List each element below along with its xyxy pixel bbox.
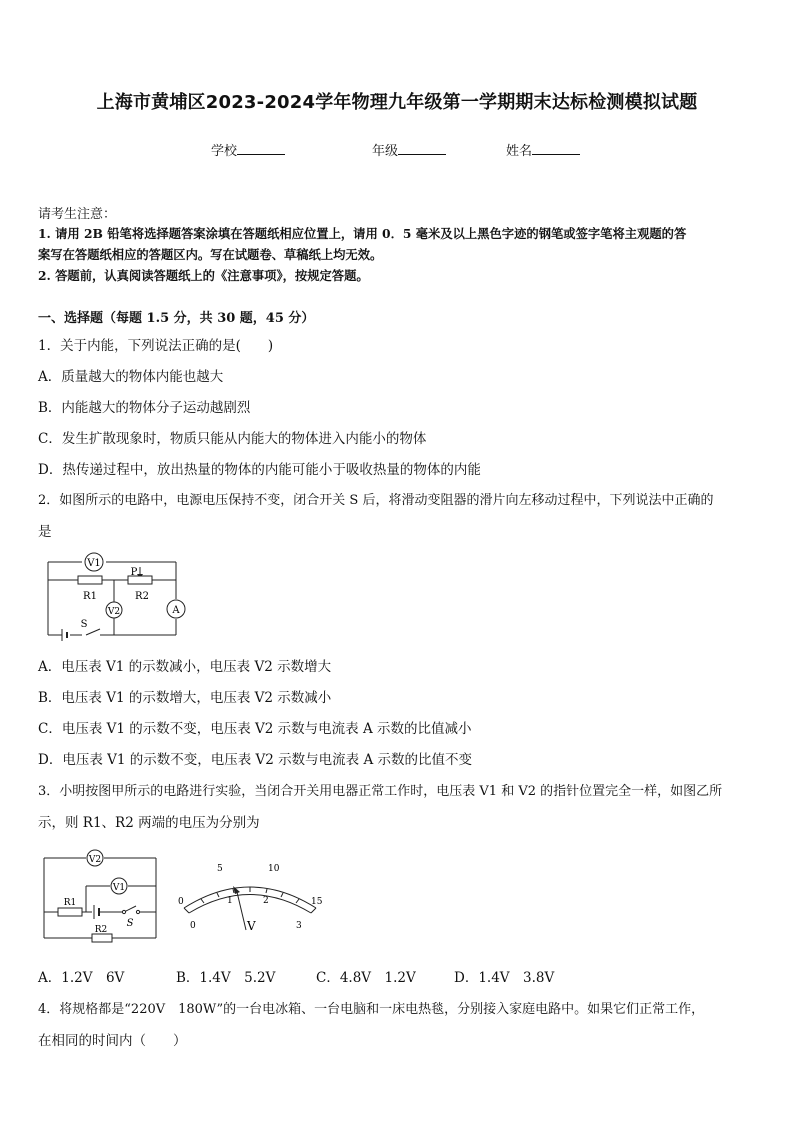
option-b: B．1.4V 5.2V [176,970,276,986]
question-stem: 1．关于内能，下列说法正确的是( ) [38,338,274,354]
section-heading: 一、选择题（每题 1.5 分，共 30 题，45 分） [38,311,315,326]
name-field[interactable]: 姓名 [506,140,580,159]
q2-circuit-diagram [40,545,190,641]
notice-line: 案写在答题纸相应的答题区内。写在试题卷、草稿纸上均无效。 [38,247,383,262]
school-field[interactable]: 学校 [211,140,285,159]
notice-line: 2. 答题前，认真阅读答题纸上的《注意事项》，按规定答题。 [38,268,369,283]
option-c: C．电压表 V1 的示数不变，电压表 V2 示数与电流表 A 示数的比值减小 [38,721,472,737]
switch-label: S [126,918,134,929]
question-stem: 是 [38,524,52,540]
r1-label: R1 [63,898,77,908]
notice-heading: 请考生注意： [38,207,117,222]
option-a: A．电压表 V1 的示数减小，电压表 V2 示数增大 [38,659,332,675]
option-a: A．质量越大的物体内能也越大 [38,369,224,385]
slider-label: P [130,567,138,578]
question-stem: 3．小明按图甲所示的电路进行实验，当闭合开关用电器正常工作时，电压表 V1 和 V2 的指针位置完全一样，如图乙所 [38,784,723,799]
option-d: D．1.4V 3.8V [454,970,555,986]
option-c: C．发生扩散现象时，物质只能从内能大的物体进入内能小的物体 [38,431,427,447]
r2-label: R2 [135,591,149,602]
scale-label: 15 [311,897,323,907]
option-a: A．1.2V 6V [38,970,125,986]
v1-label: V1 [87,558,101,569]
v2-label: V2 [88,855,102,865]
grade-field[interactable]: 年级 [372,140,446,159]
q3-circuit-diagram [38,846,162,946]
switch-label: S [80,619,88,630]
scale-label: 0 [190,921,196,931]
option-d: D．电压表 V1 的示数不变，电压表 V2 示数与电流表 A 示数的比值不变 [38,752,472,768]
option-b: B．电压表 V1 的示数增大，电压表 V2 示数减小 [38,690,332,706]
scale-label: 3 [296,921,302,931]
scale-label: 2 [263,896,269,906]
question-stem: 4．将规格都是“220V 180W”的一台电冰箱、一台电脑和一床电热毯，分别接入家庭电路中。如果它们正常工作， [38,1002,705,1017]
r2-label: R2 [94,925,108,935]
page-title: 上海市黄埔区2023-2024学年物理九年级第一学期期末达标检测模拟试题 [96,92,698,113]
scale-label: 1 [227,896,233,906]
option-c: C．4.8V 1.2V [316,970,416,986]
voltmeter-dial [170,856,330,936]
option-d: D．热传递过程中，放出热量的物体的内能可能小于吸收热量的物体的内能 [38,462,481,478]
question-stem: 示，则 R1、R2 两端的电压为分别为 [38,815,260,831]
option-b: B．内能越大的物体分子运动越剧烈 [38,400,251,416]
scale-label: 0 [178,897,184,907]
v2-label: V2 [107,607,121,617]
scale-label: 10 [268,864,280,874]
notice-line: 1. 请用 2B 铅笔将选择题答案涂填在答题纸相应位置上，请用 0．5 毫米及以上黑色字迹的钢笔或签字笔将主观题的答 [38,226,687,241]
question-stem: 2．如图所示的电路中，电源电压保持不变，闭合开关 S 后，将滑动变阻器的滑片向左移动过程中，下列说法中正确的 [38,493,714,508]
r1-label: R1 [83,591,97,602]
unit-label: V [247,919,256,933]
question-stem: 在相同的时间内（ ） [38,1033,187,1049]
ammeter-label: A [172,605,180,616]
v1-label: V1 [112,883,126,893]
scale-label: 5 [217,864,223,874]
